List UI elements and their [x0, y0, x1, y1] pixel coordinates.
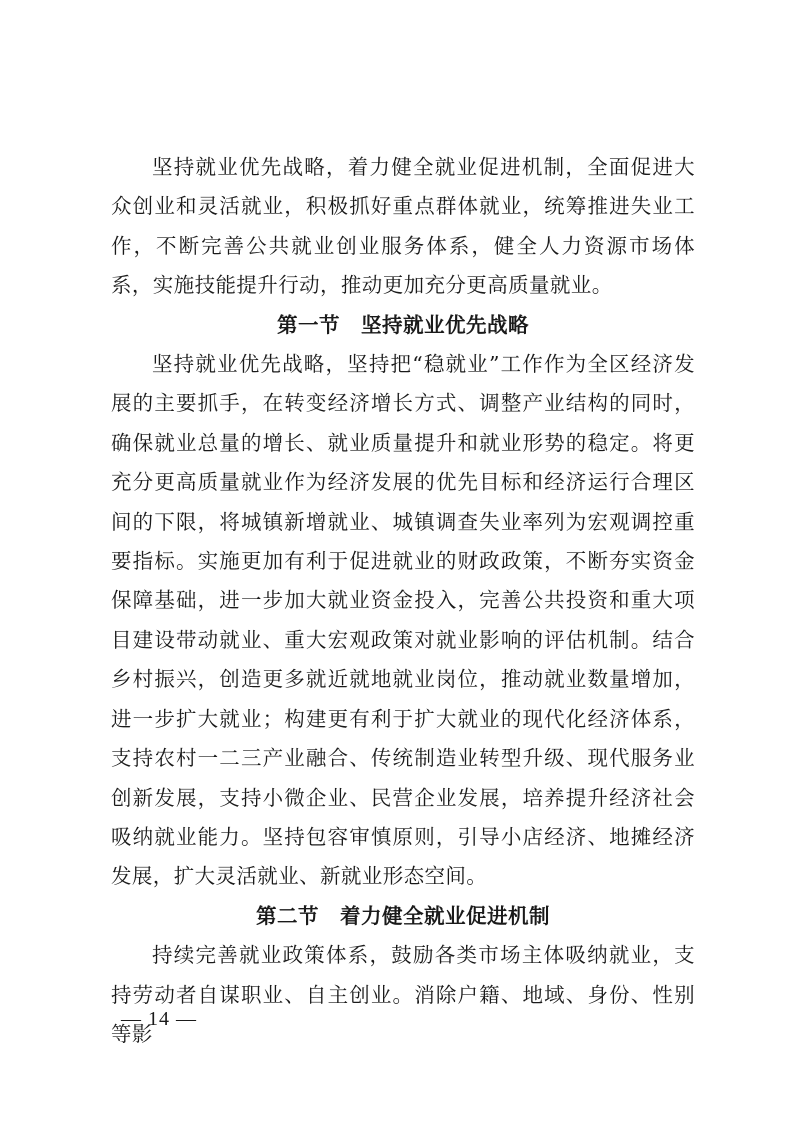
section-2-paragraph: 持续完善就业政策体系，鼓励各类市场主体吸纳就业，支持劳动者自谋职业、自主创业。消除户籍、地域、身份、性别等影 [111, 943, 695, 1046]
section-2-heading: 第二节 着力健全就业促进机制 [256, 903, 550, 928]
section-1-heading: 第一节 坚持就业优先战略 [277, 312, 529, 337]
page-number: — 14 — [121, 1008, 197, 1030]
intro-paragraph: 坚持就业优先战略，着力健全就业促进机制，全面促进大众创业和灵活就业，积极抓好重点群体就业，统筹推进失业工作，不断完善公共就业创业服务体系，健全人力资源市场体系，实施技能提升行动，推动更加充分更高质量就业。 [111, 155, 695, 298]
section-1-paragraph: 坚持就业优先战略，坚持把“稳就业”工作作为全区经济发展的主要抓手，在转变经济增长方式、调整产业结构的同时，确保就业总量的增长、就业质量提升和就业形势的稳定。将更充分更高质量就业作为经济发展的优先目标和经济运行合理区间的下限，将城镇新增就业、城镇调查失业率列为宏观调控重要指标。实施更加有利于促进就业的财政政策，不断夯实资金保障基础，进一步加大就业资金投入，完善公共投资和重大项目建设带动就业、重大宏观政策对就业影响的评估机制。结合乡村振兴，创造更多就近就地就业岗位，推动就业数量增加，进一步扩大就业；构建更有利于扩大就业的现代化经济体系，支持农村一二三产业融合、传统制造业转型升级、现代服务业创新发展，支持小微企业、民营企业发展，培养提升经济社会吸纳就业能力。坚持包容审慎原则，引导小店经济、地摊经济发展，扩大灵活就业、新就业形态空间。 [111, 352, 695, 889]
document-body [111, 148, 695, 1054]
